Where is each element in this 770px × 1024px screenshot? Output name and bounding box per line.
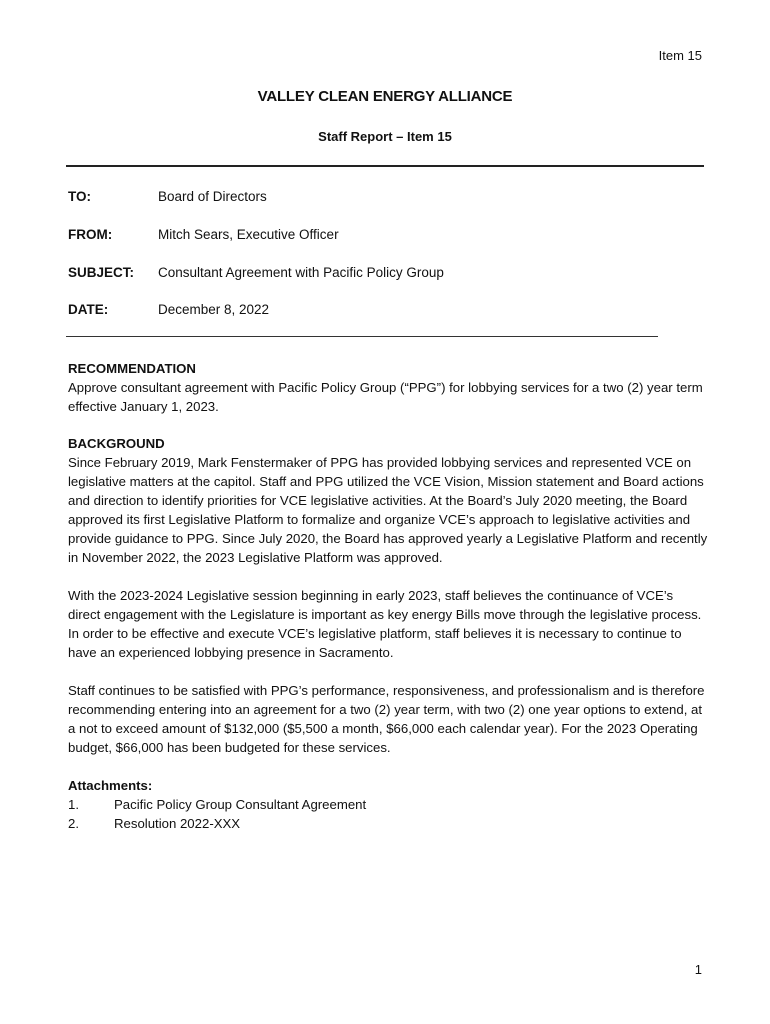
recommendation-section bbox=[68, 359, 708, 416]
recommendation-text: Approve consultant agreement with Pacific Policy Group (“PPG”) for lobbying services for a two (2) year term effective January 1, 2023. bbox=[68, 380, 703, 414]
background-paragraph-3: Staff continues to be satisfied with PPG’s performance, responsiveness, and professionalism and is therefore recommending entering into an agreement for a two (2) year term, with two (2) one year options to extend, at a not to exceed amount of $132,000 ($5,500 a month, $66,000 each calendar year). For the 2023 Operating budget, $66,000 has been budgeted for these services. bbox=[68, 683, 705, 755]
memo-label-from: FROM: bbox=[68, 227, 113, 242]
attachments-list bbox=[68, 795, 708, 833]
attachment-text: Resolution 2022-XXX bbox=[114, 816, 241, 831]
organization-title: VALLEY CLEAN ENERGY ALLIANCE bbox=[257, 88, 513, 105]
background-section bbox=[68, 434, 708, 757]
memo-label-to: TO: bbox=[68, 189, 91, 204]
recommendation-heading: RECOMMENDATION bbox=[68, 361, 196, 376]
memo-value-from: Mitch Sears, Executive Officer bbox=[158, 227, 339, 242]
attachment-number: 2. bbox=[68, 816, 79, 831]
attachment-number: 1. bbox=[68, 797, 79, 812]
item-label: Item 15 bbox=[658, 48, 702, 63]
memo-divider bbox=[66, 336, 658, 337]
attachments-section bbox=[68, 776, 708, 833]
background-paragraph-2: With the 2023-2024 Legislative session beginning in early 2023, staff believes the continuance of VCE’s direct engagement with the Legislature is important as key energy Bills move through the legislative process. In order to be effective and execute VCE’s legislative platform, staff believes it is necessary to continue to have an experienced lobbying presence in Sacramento. bbox=[68, 588, 702, 660]
background-heading: BACKGROUND bbox=[68, 436, 165, 451]
attachments-heading: Attachments: bbox=[68, 778, 153, 793]
attachment-item bbox=[68, 795, 708, 814]
memo-value-date: December 8, 2022 bbox=[158, 302, 270, 317]
report-title: Staff Report – Item 15 bbox=[318, 129, 452, 144]
header-divider bbox=[66, 165, 704, 167]
memo-value-subject: Consultant Agreement with Pacific Policy Group bbox=[158, 265, 444, 280]
memo-label-subject: SUBJECT: bbox=[68, 265, 135, 280]
attachment-text: Pacific Policy Group Consultant Agreement bbox=[114, 797, 367, 812]
memo-value-to: Board of Directors bbox=[158, 189, 267, 204]
attachment-item bbox=[68, 814, 708, 833]
page-number: 1 bbox=[694, 962, 702, 977]
memo-label-date: DATE: bbox=[68, 302, 109, 317]
background-paragraph-1: Since February 2019, Mark Fenstermaker of PPG has provided lobbying services and represented VCE on legislative matters at the capitol. Staff and PPG utilized the VCE Vision, Mission statement and Board actions and direction to identify priorities for VCE legislative activities. At the Board’s July 2020 meeting, the Board approved its first Legislative Platform to formalize and organize VCE’s approach to legislative activities and provide guidance to PPG. Since July 2020, the Board has approved yearly a Legislative Platform and recently in November 2022, the 2023 Legislative Platform was approved. bbox=[68, 455, 708, 565]
